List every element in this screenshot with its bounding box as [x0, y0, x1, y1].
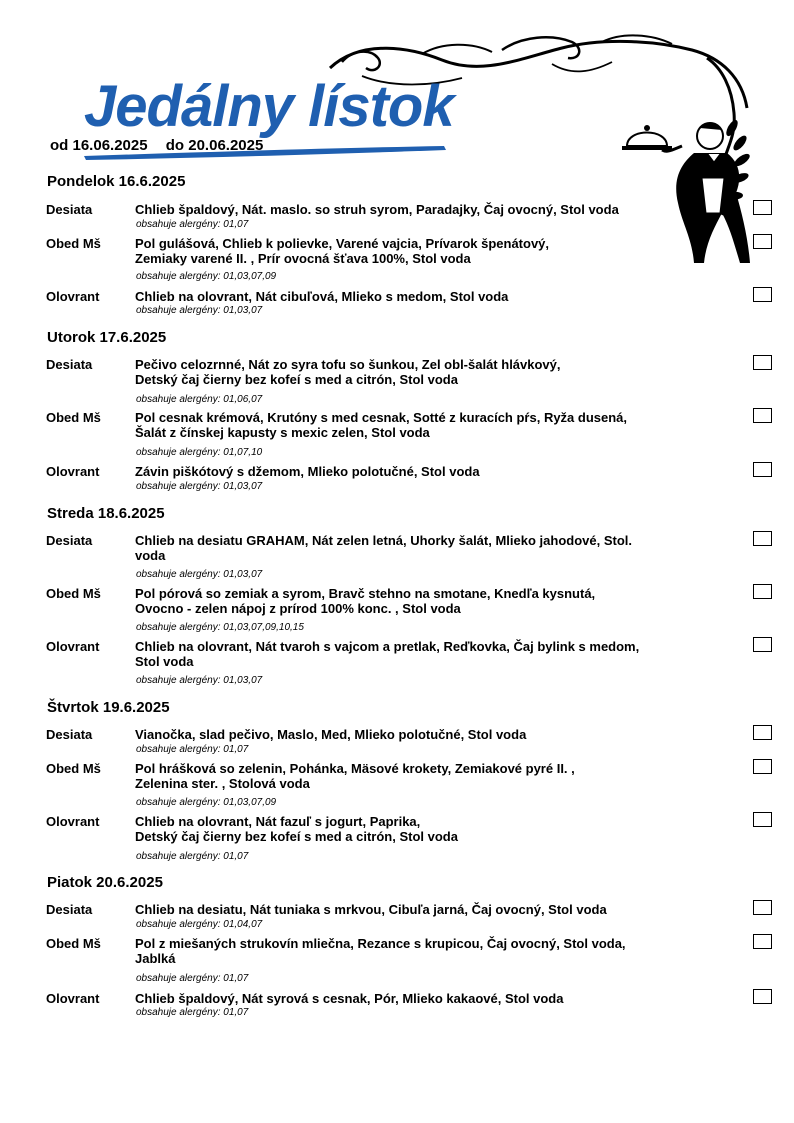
meal-line: Pol z miešaných strukovín mliečna, Rezance s krupicou, Čaj ovocný, Stol voda, — [135, 936, 626, 951]
meal-label: Desiata — [46, 357, 93, 372]
allergen-note: obsahuje alergény: 01,04,07 — [136, 919, 263, 930]
meal-label: Olovrant — [46, 991, 100, 1006]
meal-description — [135, 533, 665, 563]
meal-line: Závin piškótový s džemom, Mlieko polotučné, Stol voda — [135, 464, 480, 479]
meal-label: Obed Mš — [46, 410, 101, 425]
order-checkbox[interactable] — [753, 355, 772, 370]
allergen-note: obsahuje alergény: 01,03,07,09 — [136, 797, 277, 808]
meal-line: Pol pórová so zemiak a syrom, Bravč stehno na smotane, Knedľa kysnutá, — [135, 586, 596, 601]
meal-line: Vianočka, slad pečivo, Maslo, Med, Mlieko polotučné, Stol voda — [135, 727, 527, 742]
meal-line: Detský čaj čierny bez kofeí s med a citrón, Stol voda — [135, 372, 458, 387]
meal-label: Desiata — [46, 202, 93, 217]
order-checkbox[interactable] — [753, 637, 772, 652]
order-checkbox[interactable] — [753, 531, 772, 546]
order-checkbox[interactable] — [753, 759, 772, 774]
meal-description — [135, 357, 665, 387]
meal-label: Desiata — [46, 902, 93, 917]
date-range — [50, 137, 263, 154]
order-checkbox[interactable] — [753, 234, 772, 249]
allergen-note: obsahuje alergény: 01,03,07 — [136, 481, 263, 492]
day-heading: Piatok 20.6.2025 — [47, 874, 163, 891]
allergen-note: obsahuje alergény: 01,07 — [136, 744, 249, 755]
meal-label: Obed Mš — [46, 586, 101, 601]
order-checkbox[interactable] — [753, 462, 772, 477]
allergen-note: obsahuje alergény: 01,03,07 — [136, 305, 263, 316]
to-date: 20.06.2025 — [188, 137, 264, 154]
order-checkbox[interactable] — [753, 989, 772, 1004]
meal-line: Chlieb špaldový, Nát. maslo. so struh syrom, Paradajky, Čaj ovocný, Stol voda — [135, 202, 619, 217]
meal-label: Olovrant — [46, 464, 100, 479]
day-heading: Štvrtok 19.6.2025 — [47, 699, 170, 716]
day-heading: Utorok 17.6.2025 — [47, 329, 167, 346]
allergen-note: obsahuje alergény: 01,03,07,09,10,15 — [136, 622, 304, 633]
meal-description — [135, 464, 665, 479]
allergen-note: obsahuje alergény: 01,07,10 — [136, 447, 263, 458]
meal-description — [135, 936, 665, 966]
meal-description — [135, 586, 665, 616]
day-heading: Streda 18.6.2025 — [47, 505, 165, 522]
meal-line: Zemiaky varené II. , Prír ovocná šťava 100%, Stol voda — [135, 251, 471, 266]
to-label: do — [165, 137, 185, 154]
meal-line: Detský čaj čierny bez kofeí s med a citrón, Stol voda — [135, 829, 458, 844]
meal-description — [135, 902, 665, 917]
meal-description — [135, 991, 665, 1006]
meal-line: Chlieb na desiatu GRAHAM, Nát zelen letná, Uhorky šalát, Mlieko jahodové, Stol. — [135, 533, 632, 548]
meal-description — [135, 761, 665, 791]
meal-label: Olovrant — [46, 639, 100, 654]
meal-label: Obed Mš — [46, 761, 101, 776]
allergen-note: obsahuje alergény: 01,03,07 — [136, 675, 263, 686]
meal-line: Pečivo celozrnné, Nát zo syra tofu so šunkou, Zel obl-šalát hlávkový, — [135, 357, 561, 372]
from-date: 16.06.2025 — [72, 137, 148, 154]
day-heading: Pondelok 16.6.2025 — [47, 173, 186, 190]
meal-description — [135, 236, 665, 266]
order-checkbox[interactable] — [753, 408, 772, 423]
meal-line: Chlieb na olovrant, Nát fazuľ s jogurt, Paprika, — [135, 814, 421, 829]
order-checkbox[interactable] — [753, 934, 772, 949]
order-checkbox[interactable] — [753, 200, 772, 215]
from-label: od — [50, 137, 69, 154]
allergen-note: obsahuje alergény: 01,07 — [136, 1007, 249, 1018]
allergen-note: obsahuje alergény: 01,06,07 — [136, 394, 263, 405]
allergen-note: obsahuje alergény: 01,07 — [136, 973, 249, 984]
meal-line: Chlieb na olovrant, Nát cibuľová, Mlieko s medom, Stol voda — [135, 289, 509, 304]
meal-line: Šalát z čínskej kapusty s mexic zelen, Stol voda — [135, 425, 430, 440]
order-checkbox[interactable] — [753, 725, 772, 740]
meal-label: Desiata — [46, 727, 93, 742]
allergen-note: obsahuje alergény: 01,07 — [136, 851, 249, 862]
meal-description — [135, 289, 665, 304]
meal-description — [135, 639, 665, 669]
meal-description — [135, 727, 665, 742]
meal-line: Pol hrášková so zelenin, Pohánka, Mäsové krokety, Zemiakové pyré II. , — [135, 761, 575, 776]
meal-line: Ovocno - zelen nápoj z prírod 100% konc. , Stol voda — [135, 601, 461, 616]
meal-label: Olovrant — [46, 814, 100, 829]
meal-line: Pol gulášová, Chlieb k polievke, Varené vajcia, Prívarok špenátový, — [135, 236, 550, 251]
meal-description — [135, 202, 665, 217]
meal-line: voda — [135, 548, 166, 563]
meal-line: Chlieb špaldový, Nát syrová s cesnak, Pór, Mlieko kakaové, Stol voda — [135, 991, 564, 1006]
meal-line: Chlieb na olovrant, Nát tvaroh s vajcom a pretlak, Reďkovka, Čaj bylink s medom, — [135, 639, 640, 654]
order-checkbox[interactable] — [753, 812, 772, 827]
allergen-note: obsahuje alergény: 01,03,07 — [136, 569, 263, 580]
meal-label: Olovrant — [46, 289, 100, 304]
allergen-note: obsahuje alergény: 01,07 — [136, 219, 249, 230]
meal-description — [135, 410, 665, 440]
meal-line: Chlieb na desiatu, Nát tuniaka s mrkvou, Cibuľa jarná, Čaj ovocný, Stol voda — [135, 902, 607, 917]
meal-label: Desiata — [46, 533, 93, 548]
page-title: Jedálny lístok — [84, 74, 454, 139]
meal-line: Stol voda — [135, 654, 194, 669]
order-checkbox[interactable] — [753, 584, 772, 599]
meal-line: Zelenina ster. , Stolová voda — [135, 776, 310, 791]
meal-description — [135, 814, 665, 844]
meal-line: Jablká — [135, 951, 176, 966]
order-checkbox[interactable] — [753, 900, 772, 915]
order-checkbox[interactable] — [753, 287, 772, 302]
meal-label: Obed Mš — [46, 936, 101, 951]
meal-label: Obed Mš — [46, 236, 101, 251]
meal-line: Pol cesnak krémová, Krutóny s med cesnak, Sotté z kuracích pŕs, Ryža dusená, — [135, 410, 628, 425]
allergen-note: obsahuje alergény: 01,03,07,09 — [136, 271, 277, 282]
